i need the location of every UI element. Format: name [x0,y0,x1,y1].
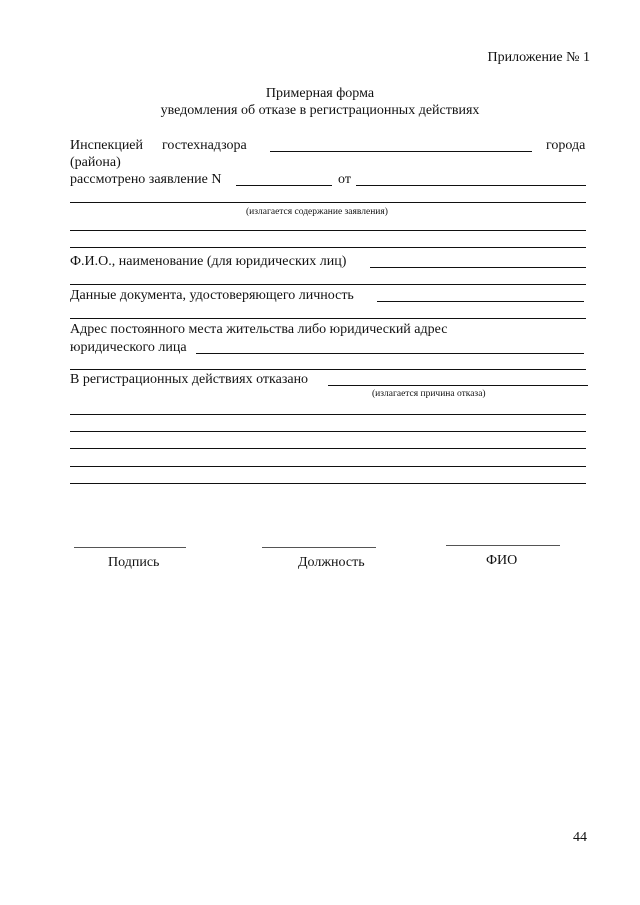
considered-label: рассмотрено заявление N [70,172,222,187]
statement-content-line-3 [70,247,586,248]
page-number: 44 [573,830,587,845]
statement-content-line-1 [70,202,586,203]
form-title-line-2: уведомления об отказе в регистрационных действиях [160,103,480,118]
statement-date-line [356,185,586,186]
document-line [377,301,584,302]
refused-label: В регистрационных действиях отказано [70,372,309,387]
statement-caption: (излагается содержание заявления) [246,207,388,217]
form-title-line-1: Примерная форма [265,86,375,101]
reason-line-5 [70,483,586,484]
gostech-label: гостехнадзора [162,138,247,153]
address-label-1: Адрес постоянного места жительства либо юридический адрес [70,322,448,337]
document-line-2 [70,318,586,319]
reason-line-4 [70,466,586,467]
address-label-2: юридического лица [70,340,187,355]
inspection-label: Инспекцией [70,138,144,153]
city-label: города [546,138,586,153]
refused-reason-line [328,385,588,386]
reason-line-3 [70,448,586,449]
statement-number-line [236,185,332,186]
fio-line [370,267,586,268]
district-label: (района) [70,155,121,170]
signature-label: Подпись [108,555,160,570]
address-line-2 [70,369,586,370]
fio-signature-line [446,545,560,546]
fio-label: Ф.И.О., наименование (для юридических лиц) [70,254,347,269]
position-line [262,547,376,548]
appendix-label: Приложение № 1 [487,50,590,65]
reason-caption: (излагается причина отказа) [372,389,486,399]
from-label: от [338,172,351,187]
gostech-name-line [270,151,532,152]
fio-signature-label: ФИО [486,553,518,568]
position-label: Должность [298,555,365,570]
reason-line-2 [70,431,586,432]
statement-content-line-2 [70,230,586,231]
address-line [196,353,584,354]
reason-line-1 [70,414,586,415]
fio-line-2 [70,284,586,285]
signature-line [74,547,186,548]
document-label: Данные документа, удостоверяющего личность [70,288,354,303]
